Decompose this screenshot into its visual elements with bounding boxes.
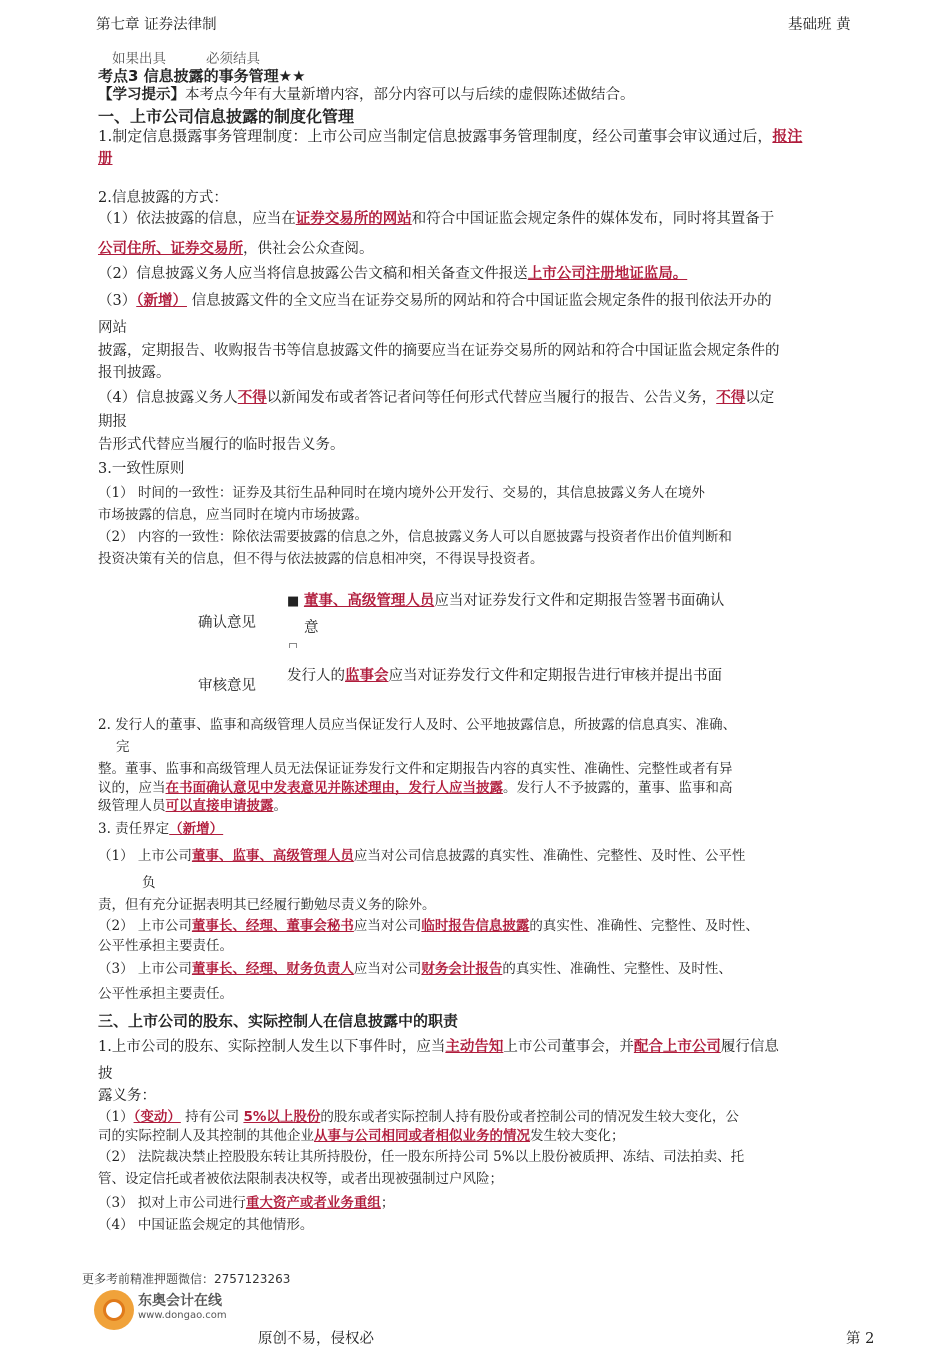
text: 持有公司 [185,1109,244,1125]
text: 应当对证券发行文件和定期报告进行审核并提出书面 [388,668,722,684]
highlight: 不得 [716,390,746,406]
table-label-confirm: 确认意见 [198,615,256,631]
study-tip [98,86,635,105]
text: 3. 责任界定 [98,821,170,837]
highlight: 配合上市公司 [633,1039,721,1055]
paragraph [98,1038,779,1057]
highlight: 5%以上股份 [243,1109,321,1125]
text: （3） [98,293,137,309]
paragraph: 整。董事、监事和高级管理人员无法保证证券发行文件和定期报告内容的真实性、准确性、完整性或者有异 [98,761,733,777]
text: 以定 [745,390,775,406]
text: 履行信息 [720,1039,779,1055]
text: （4）信息披露义务人 [98,390,238,406]
bullet: ■ [287,594,300,609]
text: ，供社会公众查阅。 [243,241,374,257]
text: 。 [273,798,287,814]
paragraph [98,127,802,146]
paragraph [98,150,113,169]
paragraph: （1） 时间的一致性：证券及其衍生品种同时在境内境外公开发行、交易的，其信息披露义务人在境外 [98,485,705,501]
highlight: 报注 [772,127,803,145]
highlight: 可以直接申请披露 [165,798,274,814]
footer-page: 第 2 [846,1331,875,1347]
header-sub2: 必须结具 [206,51,260,67]
text: 司的实际控制人及其控制的其他企业 [98,1128,314,1144]
study-tip-text: 本考点今年有大量新增内容，部分内容可以与后续的虚假陈述做结合。 [185,87,635,103]
text: 议的，应当 [98,780,166,796]
paragraph [98,265,687,284]
list-item: 管、设定信托或者被依法限制表决权等，或者出现被强制过户风险； [98,1171,503,1187]
text: 1.制定信息摄露事务管理制度：上市公司应当制定信息披露事务管理制度，经公司董事会审议通过后， [98,127,773,145]
paragraph: 投资决策有关的信息，但不得与依法披露的信息相冲突，不得误导投资者。 [98,551,544,567]
highlight: 在书面确认意见中发表意见并陈述理由，发行人应当披露 [165,780,503,796]
text: 应当对证券发行文件和定期报告签署书面确认 [434,593,725,609]
paragraph: 责，但有充分证据表明其已经履行勤勉尽责义务的除外。 [98,897,436,913]
paragraph: 2.信息披露的方式： [98,190,228,206]
text: 1.上市公司的股东、实际控制人发生以下事件时，应当 [98,1039,446,1055]
highlight: 董事长、经理、财务负责人 [191,961,354,977]
paragraph: 披 [98,1066,113,1082]
section-heading-3: 三、上市公司的股东、实际控制人在信息披露中的职责 [98,1012,459,1030]
text: 发行人的 [287,668,345,684]
text: ； [380,1195,395,1211]
highlight: 董事、监事、高级管理人员 [191,848,354,864]
paragraph: 网站 [98,320,127,336]
paragraph [98,292,772,311]
text: （3） 拟对上市公司进行 [98,1195,246,1211]
paragraph: 露义务： [98,1088,156,1104]
header-sub1: 如果出具 [112,51,166,67]
fragment-mark [289,643,297,648]
text: （1）依法披露的信息，应当在 [98,211,296,227]
list-item [98,1108,739,1126]
text: 的股东或者实际控制人持有股份或者控制公司的情况发生较大变化，公 [320,1109,739,1125]
section-heading-1: 一、上市公司信息披露的制度化管理 [98,107,355,126]
page-header [96,17,876,36]
text: 。发行人不予披露的，董事、监事和高 [503,780,733,796]
text: 应当对公司 [353,918,422,934]
text: （1） 上市公司 [98,848,192,864]
paragraph: （2） 内容的一致性：除依法需要披露的信息之外，信息披露义务人可以自愿披露与投资者作出价值判断和 [98,529,732,545]
paragraph: 告形式代替应当履行的临时报告义务。 [98,437,345,453]
footer-mid: 原创不易，侵权必 [258,1331,374,1347]
text: 级管理人员 [98,798,166,814]
list-item [98,1194,394,1212]
text: 应当对公司 [353,961,422,977]
highlight: （新增） [169,821,224,837]
highlight: 证券交易所的网站 [295,211,412,227]
text: （2） 上市公司 [98,918,192,934]
paragraph: 公平性承担主要责任。 [98,986,233,1002]
highlight: 重大资产或者业务重组 [245,1195,381,1211]
highlight: 主动告知 [445,1039,504,1055]
highlight: （新增） [136,293,187,309]
paragraph: 披露，定期报告、收购报告书等信息披露文件的摘要应当在证券交易所的网站和符合中国证监会规定条件的 [98,343,780,359]
text: 以新闻发布或者答记者问等任何形式代替应当履行的报告、公告义务， [266,390,717,406]
footer-url: www.dongao.com [138,1310,227,1321]
paragraph: 期报 [98,414,127,430]
paragraph: 负 [142,875,156,891]
paragraph: 3.一致性原则 [98,461,185,477]
brand-logo-inner-icon [103,1299,125,1321]
text: 信息披露文件的全文应当在证券交易所的网站和符合中国证监会规定条件的报刊依法开办的 [191,293,772,309]
paragraph [98,389,774,408]
text: （2）信息披露义务人应当将信息披露公告文稿和相关备查文件报送 [98,266,528,282]
highlight: 公司住所、证券交易所 [98,241,243,257]
text: 上市公司董事会，并 [503,1039,634,1055]
study-tip-label: 【学习提示】 [98,87,185,103]
text: 发生较大变化； [530,1128,625,1144]
footer-wechat: 更多考前精准押题微信：2757123263 [82,1272,291,1286]
paragraph-cut [98,211,878,227]
highlight: 上市公司注册地证监局。 [527,266,688,282]
highlight: 从事与公司相同或者相似业务的情况 [314,1128,530,1144]
highlight: 财务会计报告 [421,961,503,977]
table-cell-tail: 意 [304,620,319,636]
paragraph [98,917,759,935]
table-label-review: 审核意见 [198,678,256,694]
highlight: 临时报告信息披露 [421,918,530,934]
text: 的真实性、准确性、完整性、及时性、 [502,961,732,977]
highlight: 监事会 [345,668,389,684]
paragraph [98,960,732,978]
highlight: 不得 [237,390,267,406]
header-left: 第七章 证券法律制 [96,17,217,33]
paragraph [98,240,374,259]
text: 的真实性、准确性、完整性、及时性、 [529,918,759,934]
highlight: 董事、高级管理人员 [303,593,435,609]
paragraph [98,847,745,865]
text: （3） 上市公司 [98,961,192,977]
paragraph [98,797,287,815]
text: （1） [98,1109,134,1125]
highlight: （变动） [133,1109,181,1125]
footer-page-wrap [846,1330,886,1347]
highlight: 册 [98,151,113,167]
text: 和符合中国证监会规定条件的媒体发布，同时将其置备于 [411,211,775,227]
list-item [98,1127,625,1145]
table-row [287,592,724,611]
paragraph [98,779,733,797]
list-item: （2） 法院裁决禁止控股股东转让其所持股份，任一股东所持公司 5%以上股份被质押、冻结、司法拍卖、托 [98,1149,745,1165]
footer-brand: 东奥会计在线 [138,1293,222,1309]
header-right: 基础班 黄 [788,17,851,33]
paragraph: 市场披露的信息，应当同时在境内市场披露。 [98,507,368,523]
list-item: （4） 中国证监会规定的其他情形。 [98,1217,314,1233]
text: 应当对公司信息披露的真实性、准确性、完整性、及时性、公平性 [353,848,746,864]
paragraph: 2. 发行人的董事、监事和高级管理人员应当保证发行人及时、公平地披露信息，所披露的信息真实、准确、 [98,717,737,733]
paragraph: 完 [116,739,130,755]
page-title: 考点3 信息披露的事务管理★★ [98,67,306,85]
paragraph: 报刊披露。 [98,365,171,381]
table-row [287,667,722,686]
paragraph [98,820,223,838]
paragraph: 公平性承担主要责任。 [98,938,233,954]
footer-mid-wrap [258,1330,438,1347]
highlight: 董事长、经理、董事会秘书 [191,918,354,934]
